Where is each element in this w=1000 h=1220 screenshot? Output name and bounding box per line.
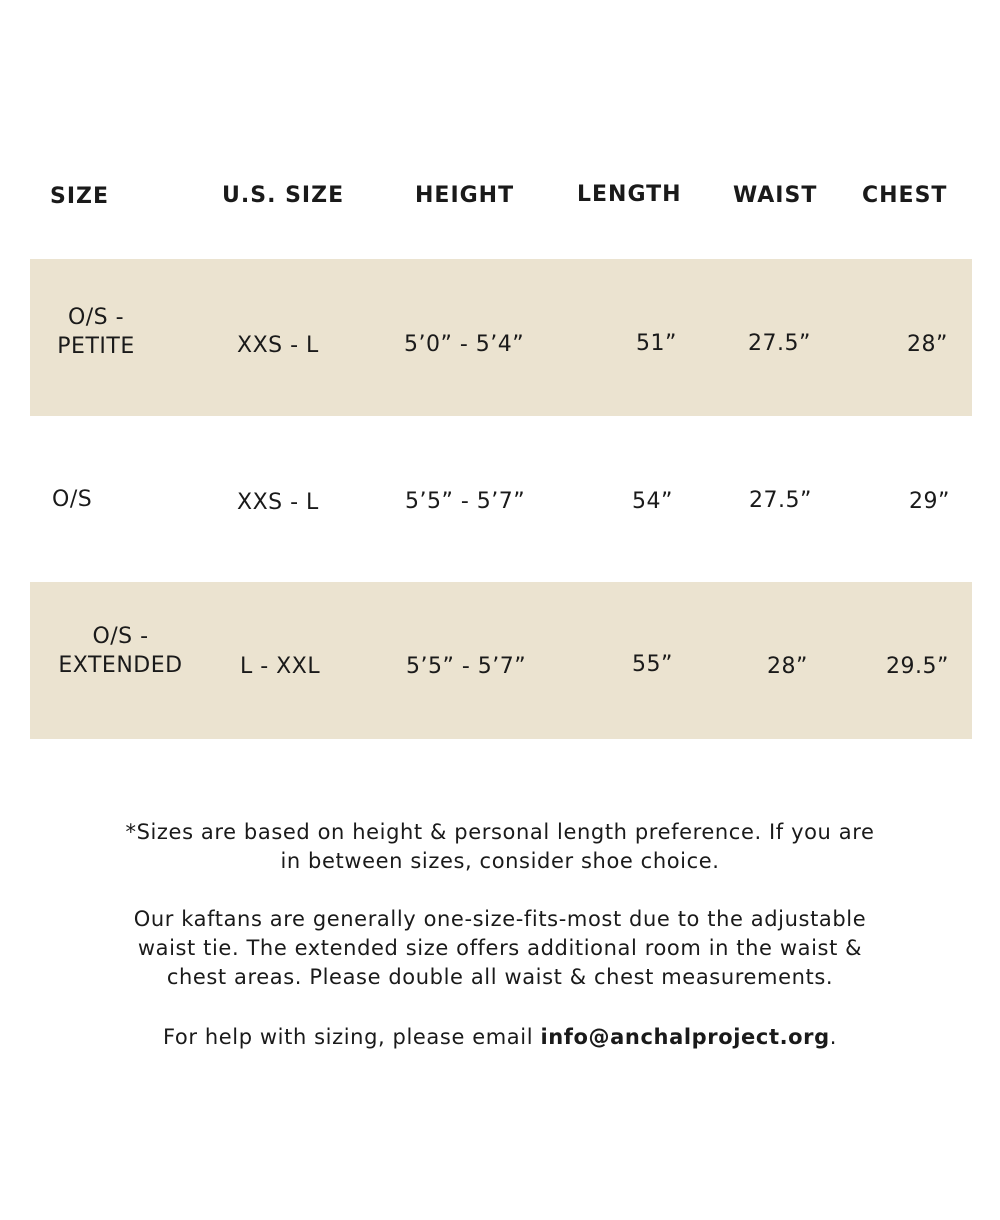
note-line: waist tie. The extended size offers additional room in the waist & xyxy=(137,936,863,960)
table-cell-waist: 28” xyxy=(767,654,808,679)
table-cell-height: 5’5” - 5’7” xyxy=(405,489,526,514)
note-line: *Sizes are based on height & personal length preference. If you are xyxy=(125,820,875,844)
table-cell-height: 5’5” - 5’7” xyxy=(406,654,527,679)
table-cell-length: 51” xyxy=(636,331,677,356)
size-line-1: O/S - xyxy=(67,305,125,330)
note-line: chest areas. Please double all waist & chest measurements. xyxy=(166,965,834,989)
table-cell-length: 55” xyxy=(632,652,673,677)
header-height: HEIGHT xyxy=(415,183,515,208)
table-cell-us-size: XXS - L xyxy=(237,490,319,515)
help-email-link[interactable]: info@anchalproject.org xyxy=(540,1025,830,1049)
table-cell-waist: 27.5” xyxy=(749,488,812,513)
size-line-2: PETITE xyxy=(57,334,135,359)
table-cell-us-size: L - XXL xyxy=(240,654,321,679)
note-line: in between sizes, consider shoe choice. xyxy=(280,849,720,873)
table-cell-chest: 29” xyxy=(909,489,950,514)
header-length: LENGTH xyxy=(577,182,682,207)
table-row-size xyxy=(52,303,140,361)
table-cell-chest: 28” xyxy=(907,332,948,357)
table-cell-length: 54” xyxy=(632,489,673,514)
header-size: SIZE xyxy=(50,184,110,209)
size-line-1: O/S - xyxy=(92,624,149,649)
header-chest: CHEST xyxy=(862,183,948,208)
table-cell-size: O/S xyxy=(52,487,93,512)
note-sizes-basis xyxy=(30,818,970,876)
note-help-contact xyxy=(30,1023,970,1052)
help-text-end: . xyxy=(829,1025,838,1049)
table-cell-us-size: XXS - L xyxy=(237,333,319,358)
table-row-size xyxy=(48,622,193,680)
table-cell-waist: 27.5” xyxy=(748,331,811,356)
note-line: Our kaftans are generally one-size-fits-most due to the adjustable xyxy=(133,907,867,931)
note-kaftan-fit xyxy=(30,905,970,992)
table-cell-chest: 29.5” xyxy=(886,654,949,679)
header-waist: WAIST xyxy=(733,183,818,208)
help-text: For help with sizing, please email xyxy=(162,1025,541,1049)
table-cell-height: 5’0” - 5’4” xyxy=(404,332,525,357)
header-us-size: U.S. SIZE xyxy=(222,183,345,208)
size-line-2: EXTENDED xyxy=(58,653,183,678)
